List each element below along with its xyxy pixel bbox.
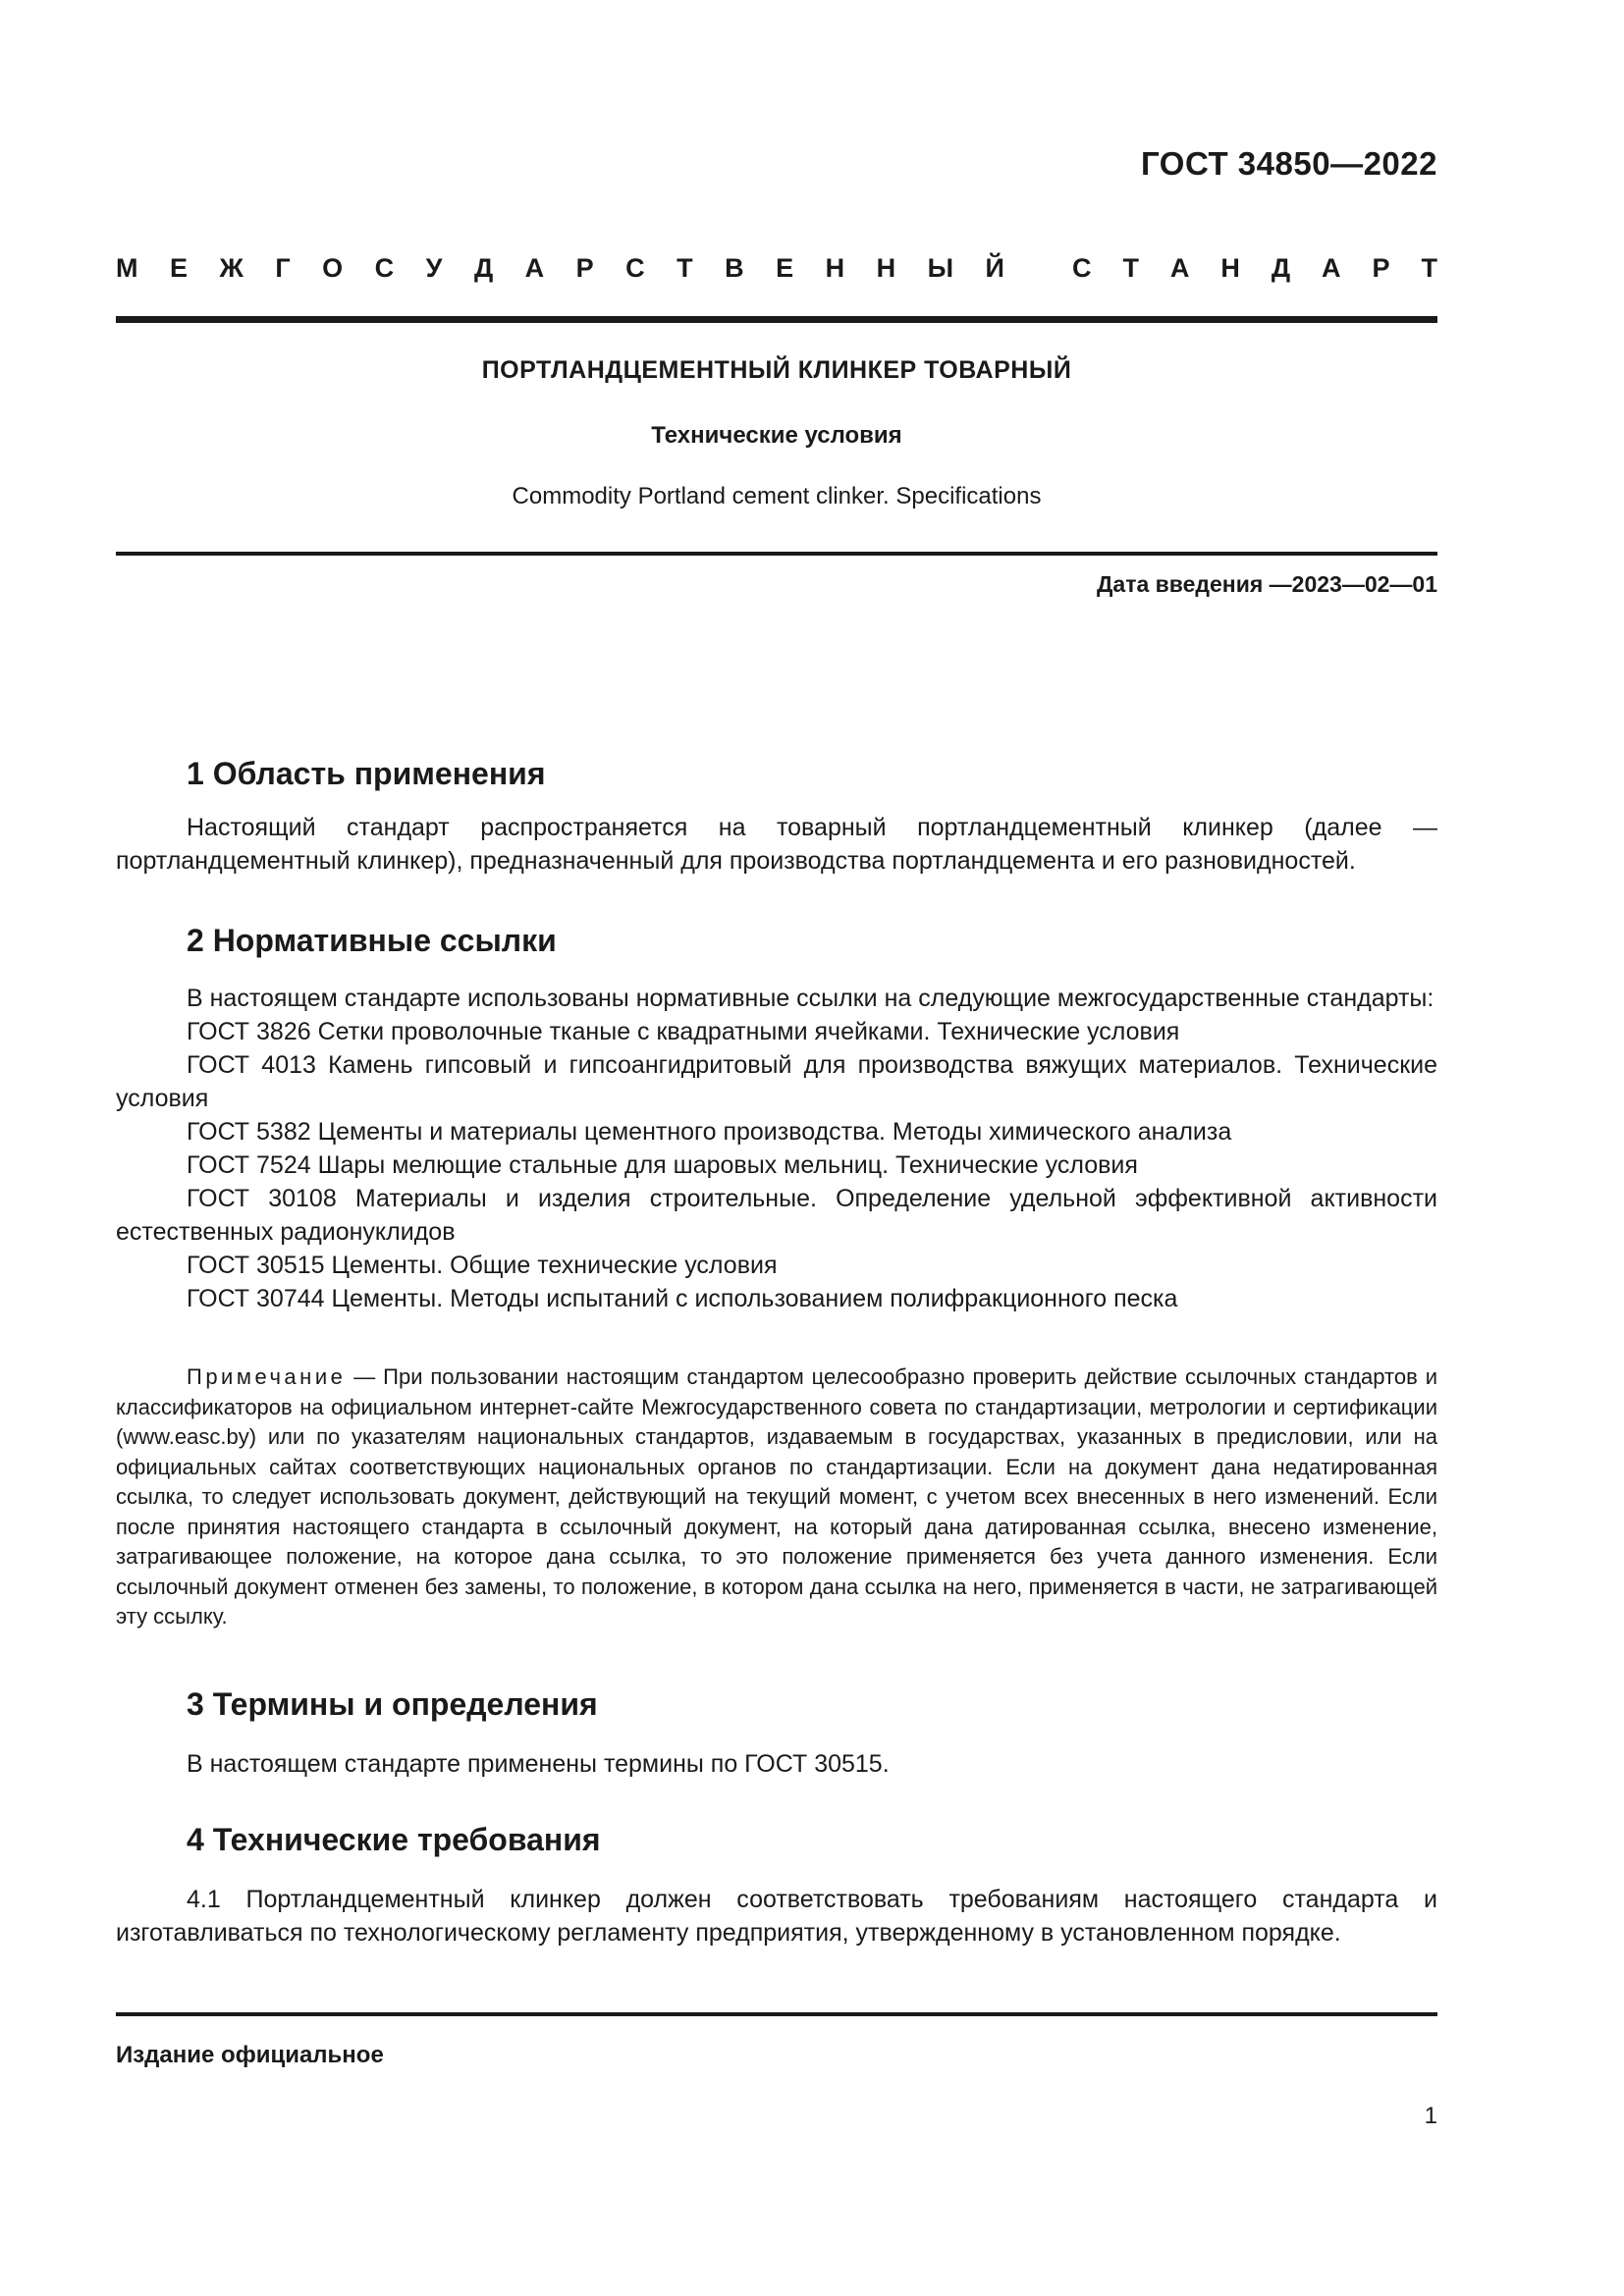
section-3-heading: 3 Термины и определения: [187, 1686, 598, 1722]
normative-ref: ГОСТ 4013 Камень гипсовый и гипсоангидритовый для производства вяжущих материалов. Технические условия: [116, 1051, 1437, 1112]
title-rule: [116, 552, 1437, 556]
introduction-date: Дата введения —2023—02—01: [1097, 571, 1437, 597]
footer-rule: [116, 2012, 1437, 2016]
normative-ref: ГОСТ 7524 Шары мелющие стальные для шаровых мельниц. Технические условия: [187, 1151, 1138, 1179]
section-4-body: [116, 1883, 1437, 1949]
header-rule: [116, 316, 1437, 323]
normative-ref: ГОСТ 5382 Цементы и материалы цементного производства. Методы химического анализа: [187, 1118, 1232, 1146]
interstate-standard-banner: [116, 253, 1437, 289]
banner-word-interstate: М Е Ж Г О С У Д А Р С Т В Е Н Н Ы Й: [116, 253, 1004, 283]
normative-ref: ГОСТ 3826 Сетки проволочные тканые с квадратными ячейками. Технические условия: [187, 1018, 1180, 1045]
section-2-intro: В настоящем стандарте использованы нормативные ссылки на следующие межгосударственные стандарты:: [187, 985, 1435, 1012]
section-3-body: [116, 1747, 1437, 1781]
note-label: Примечание: [187, 1364, 347, 1389]
document-title-ru: ПОРТЛАНДЦЕМЕНТНЫЙ КЛИНКЕР ТОВАРНЫЙ: [481, 356, 1072, 384]
official-edition-label: Издание официальное: [116, 2042, 384, 2068]
section-1-text: Настоящий стандарт распространяется на товарный портландцементный клинкер (далее — портландцементный клинкер), предназначенный для производства портландцемента и его разновидностей.: [116, 814, 1437, 875]
note-text: — При пользовании настоящим стандартом целесообразно проверить действие ссылочных стандартов и классификаторов на официальном интернет-сайте Межгосударственного совета по стандартизации, метрологии и сертификации (www.easc.by) или по указателям национальных стандартов, издаваемым в государствах, указанных в предисловии, или на официальных сайтах соответствующих национальных органов по стандартизации. Если на документ дана недатированная ссылка, то следует использовать документ, действующий на текущий момент, с учетом всех внесенных в него изменений. Если после принятия настоящего стандарта в ссылочный документ, на который дана датированная ссылка, внесено изменение, затрагивающее положение, на которое дана ссылка, то это положение применяется без учета данного изменения. Если ссылочный документ отменен без замены, то положение, в котором дана ссылка на него, применяется в части, не затрагивающей эту ссылку.: [116, 1364, 1437, 1629]
normative-ref: ГОСТ 30108 Материалы и изделия строительные. Определение удельной эффективной активности естественных радионуклидов: [116, 1185, 1437, 1246]
normative-ref: ГОСТ 30515 Цементы. Общие технические условия: [187, 1252, 778, 1279]
section-1-heading: 1 Область применения: [187, 756, 546, 791]
section-2-body: [116, 982, 1437, 1315]
section-2-note: [116, 1362, 1437, 1632]
section-3-text: В настоящем стандарте применены термины по ГОСТ 30515.: [187, 1750, 890, 1778]
gost-number: ГОСТ 34850—2022: [1141, 145, 1437, 182]
section-2-heading: 2 Нормативные ссылки: [187, 923, 557, 958]
document-subtitle-ru: Технические условия: [651, 422, 902, 449]
section-4-heading: 4 Технические требования: [187, 1822, 601, 1857]
section-4-text: 4.1 Портландцементный клинкер должен соответствовать требованиям настоящего стандарта и изготавливаться по технологическому регламенту предприятия, утвержденному в установленном порядке.: [116, 1886, 1437, 1947]
section-1-body: [116, 811, 1437, 878]
page-number: 1: [1424, 2103, 1437, 2129]
banner-word-standard: С Т А Н Д А Р Т: [1072, 253, 1437, 283]
document-title-en: Commodity Portland cement clinker. Specifications: [512, 483, 1042, 509]
normative-ref: ГОСТ 30744 Цементы. Методы испытаний с использованием полифракционного песка: [187, 1285, 1178, 1312]
